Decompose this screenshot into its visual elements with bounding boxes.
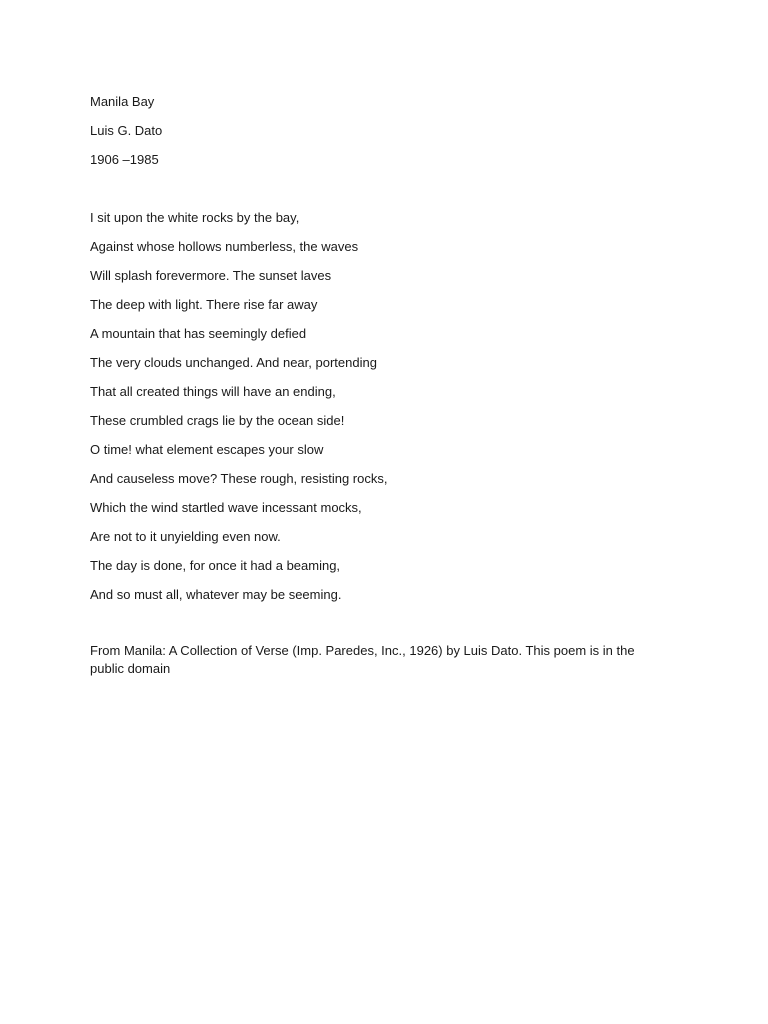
source-note: From Manila: A Collection of Verse (Imp. Paredes, Inc., 1926) by Luis Dato. This poem is in the public domain [90,643,635,676]
author-years: 1906 –1985 [90,152,159,167]
poem-line: The very clouds unchanged. And near, portending [90,355,377,370]
poem-line: A mountain that has seemingly defied [90,326,307,341]
poem-author: Luis G. Dato [90,123,163,138]
poem-line: That all created things will have an ending, [90,384,336,399]
poem-line: And so must all, whatever may be seeming. [90,587,342,602]
poem-line: Will splash forevermore. The sunset laves [90,268,332,283]
poem-line: O time! what element escapes your slow [90,442,324,457]
poem-title: Manila Bay [90,94,155,109]
poem-stanza [90,209,690,615]
poem-line: The deep with light. There rise far away [90,297,318,312]
poem-line: Which the wind startled wave incessant mocks, [90,500,362,515]
poem-line: Are not to it unyielding even now. [90,529,281,544]
poem-line: Against whose hollows numberless, the waves [90,239,359,254]
blank-line [90,180,690,209]
poem-line: These crumbled crags lie by the ocean side! [90,413,345,428]
poem-line: The day is done, for once it had a beaming, [90,558,341,573]
poem-line: And causeless move? These rough, resisting rocks, [90,471,388,486]
poem-line: I sit upon the white rocks by the bay, [90,210,300,225]
document-body [90,93,690,678]
